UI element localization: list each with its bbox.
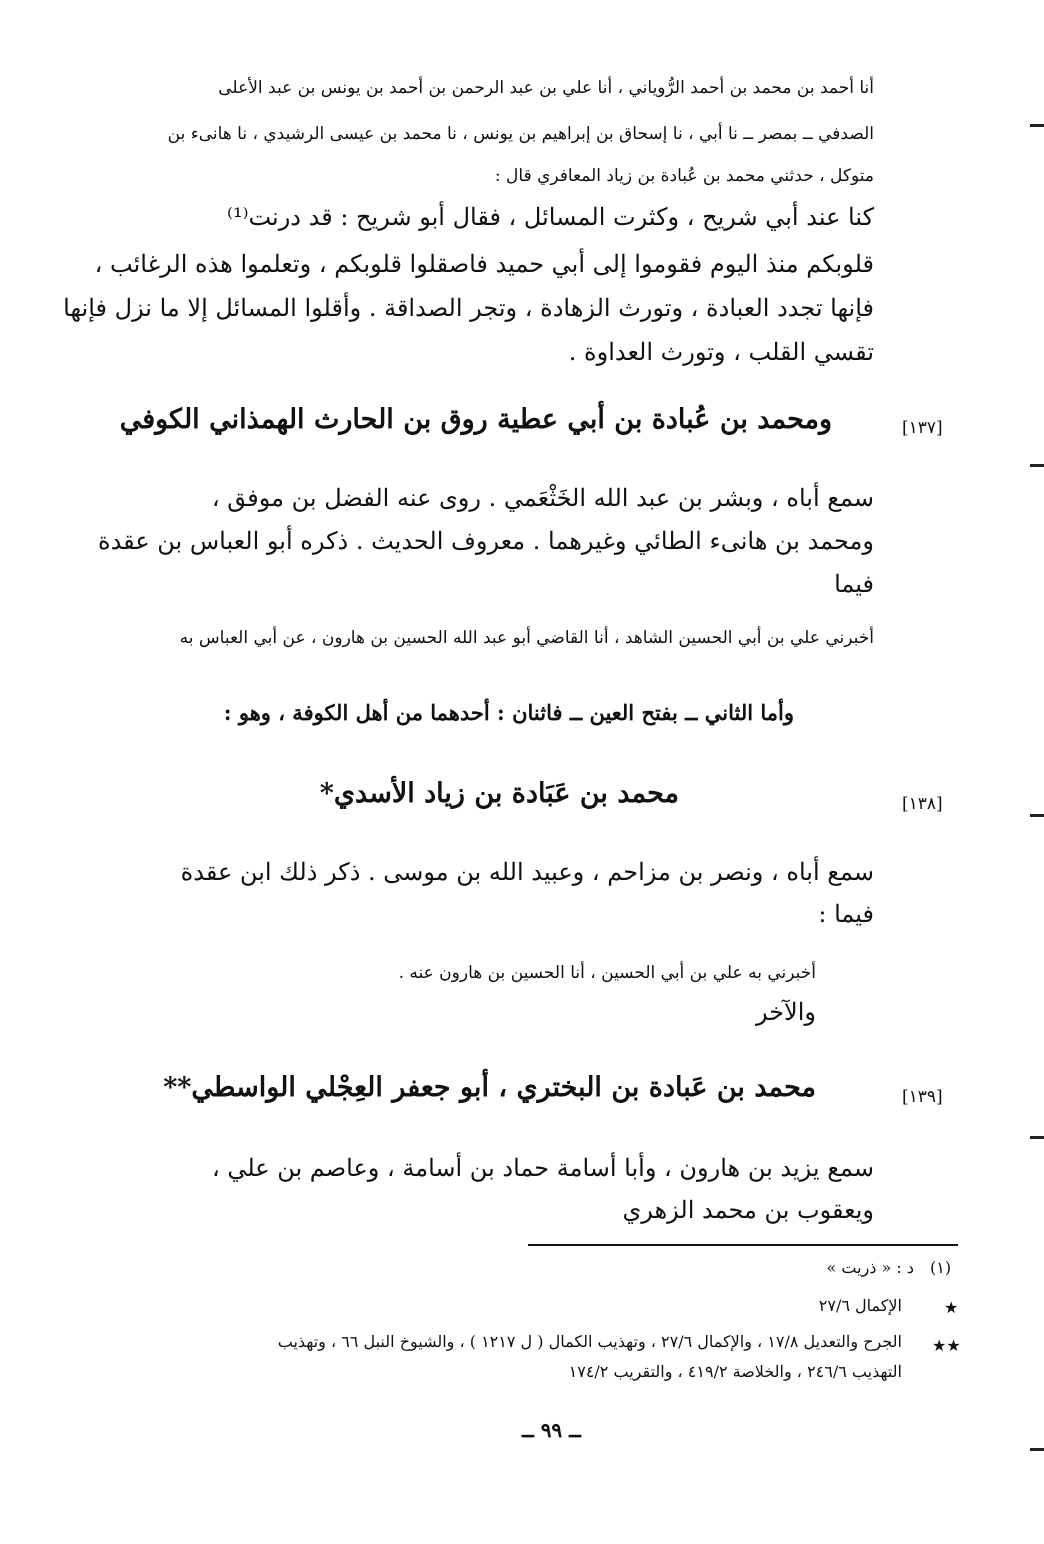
footnote-star-2-line-2: التهذيب ٢٤٦/٦ ، والخلاصة ٤١٩/٢ ، والتقريب ١٧٤/٢ xyxy=(568,1362,902,1381)
entry-heading-138: محمد بن عَبَادة بن زياد الأسدي* xyxy=(319,778,679,809)
isnad-line-3: متوكل ، حدثني محمد بن عُبادة بن زياد المعافري قال : xyxy=(494,166,874,186)
entry-139-body-line-2: ويعقوب بن محمد الزهري xyxy=(622,1196,874,1224)
page-number: ــ ٩٩ ــ xyxy=(522,1418,581,1442)
footnote-star-2-line-1: الجرح والتعديل ١٧/٨ ، والإكمال ٢٧/٦ ، وتهذيب الكمال ( ل ١٢١٧ ) ، والشيوخ النبل ٦٦ ، وتهذيب xyxy=(277,1332,902,1351)
footnote-star-1-marker: ★ xyxy=(944,1298,959,1317)
isnad-line-2: الصدفي ــ بمصر ــ نا أبي ، نا إسحاق بن إبراهيم بن يونس ، نا محمد بن عيسى الرشيدي ، نا هانىء بن xyxy=(167,124,874,144)
scan-edge-mark xyxy=(1030,814,1044,817)
entry-138-other: والآخر xyxy=(755,998,816,1026)
entry-number-137: [١٣٧] xyxy=(902,418,943,438)
scan-edge-mark xyxy=(1030,124,1044,127)
entry-137-body-line-2: ومحمد بن هانىء الطائي وغيرهما . معروف الحديث . ذكره أبو العباس بن عقدة xyxy=(98,527,874,555)
entry-138-body-line-2: فيما : xyxy=(818,900,874,928)
entry-138-body-line-1: سمع أباه ، ونصر بن مزاحم ، وعبيد الله بن موسى . ذكر ذلك ابن عقدة xyxy=(180,858,874,886)
scan-edge-mark xyxy=(1030,1136,1044,1139)
quote-line-1: كنا عند أبي شريح ، وكثرت المسائل ، فقال أبو شريح : قد درنت⁽¹⁾ xyxy=(227,203,874,231)
quote-line-2: قلوبكم منذ اليوم فقوموا إلى أبي حميد فاصقلوا قلوبكم ، وتعلموا هذه الرغائب ، xyxy=(94,250,874,278)
entry-number-139: [١٣٩] xyxy=(902,1087,943,1107)
section-note: وأما الثاني ــ بفتح العين ــ فاثنان : أحدهما من أهل الكوفة ، وهو : xyxy=(223,700,794,725)
entry-139-body-line-1: سمع يزيد بن هارون ، وأبا أسامة حماد بن أسامة ، وعاصم بن علي ، xyxy=(211,1154,874,1182)
scan-edge-mark xyxy=(1030,1448,1044,1451)
scan-edge-mark xyxy=(1030,464,1044,467)
footnote-1-marker: (١) xyxy=(930,1258,952,1277)
entry-number-138: [١٣٨] xyxy=(902,794,943,814)
entry-137-isnad: أخبرني علي بن أبي الحسين الشاهد ، أنا القاضي أبو عبد الله الحسين بن هارون ، عن أبي العباس به xyxy=(179,628,874,648)
footnote-star-2-marker: ★★ xyxy=(932,1336,961,1355)
footnote-star-1-text: الإكمال ٢٧/٦ xyxy=(818,1296,902,1315)
quote-line-3: فإنها تجدد العبادة ، وتورث الزهادة ، وتجر الصداقة . وأقلوا المسائل إلا ما نزل فإنها xyxy=(63,294,874,322)
quote-line-4: تقسي القلب ، وتورث العداوة . xyxy=(568,338,874,366)
footnote-separator xyxy=(528,1244,958,1246)
entry-137-body-line-1: سمع أباه ، وبشر بن عبد الله الخَثْعَمي . روى عنه الفضل بن موفق ، xyxy=(211,484,874,512)
entry-heading-139: محمد بن عَبادة بن البختري ، أبو جعفر العِجْلي الواسطي** xyxy=(163,1072,816,1103)
entry-heading-137: ومحمد بن عُبادة بن أبي عطية روق بن الحارث الهمذاني الكوفي xyxy=(119,404,832,435)
entry-137-body-line-3: فيما xyxy=(834,570,874,598)
isnad-line-1: أنا أحمد بن محمد بن أحمد الرُّوياني ، أنا علي بن عبد الرحمن بن أحمد بن يونس بن عبد الأعلى xyxy=(218,78,874,98)
entry-138-isnad: أخبرني به علي بن أبي الحسين ، أنا الحسين بن هارون عنه . xyxy=(398,963,816,983)
footnote-1-text: د : « ذريت » xyxy=(826,1258,914,1277)
